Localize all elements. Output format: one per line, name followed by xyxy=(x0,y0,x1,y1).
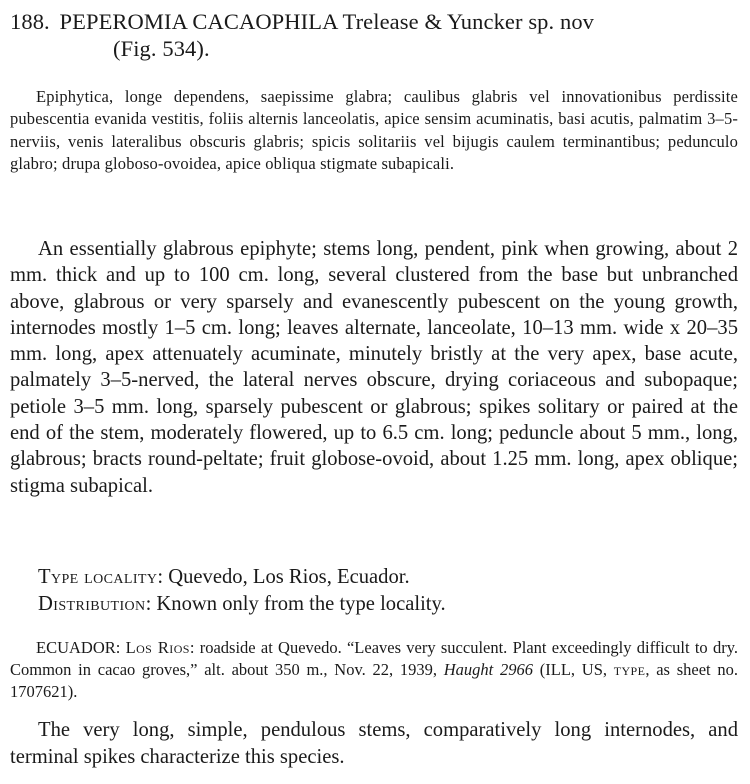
figure-reference: (Fig. 534). xyxy=(113,36,210,61)
specimen-collector: Haught 2966 xyxy=(443,660,534,680)
type-locality xyxy=(38,564,738,590)
english-description xyxy=(10,236,738,499)
species-authority: Trelease & Yuncker sp. nov xyxy=(342,9,595,34)
latin-diagnosis xyxy=(10,86,738,176)
species-heading xyxy=(10,8,745,62)
specimen-text xyxy=(10,637,738,704)
specimen-province: Los Rios xyxy=(125,638,190,657)
specimen-separator: : xyxy=(115,638,126,657)
specimen-details: : roadside at Quevedo. “Leaves very succulent. Plant exceedingly difficult to dry. Common in cacao groves,” alt. about 350 m., Nov. 22, 1939, xyxy=(10,638,738,680)
specimen-sheet: , as sheet no. 1707621). xyxy=(10,660,738,702)
distribution-value: : Known only from the type locality. xyxy=(145,593,446,615)
type-locality-label: Type locality xyxy=(38,566,158,588)
specimen-citation xyxy=(10,637,738,704)
closing-text: The very long, simple, pendulous stems, comparatively long internodes, and terminal spikes characterize this species. xyxy=(10,719,738,768)
specimen-country: ECUADOR xyxy=(36,638,116,657)
distribution xyxy=(38,591,738,617)
species-number: 188. xyxy=(10,9,50,34)
distribution-label: Distribution xyxy=(38,593,146,615)
type-locality-value: : Quevedo, Los Rios, Ecuador. xyxy=(157,566,410,588)
closing-remark xyxy=(10,717,738,771)
species-name: PEPEROMIA CACAOPHILA xyxy=(59,9,338,34)
description-text: An essentially glabrous epiphyte; stems long, pendent, pink when growing, about 2 mm. thick and up to 100 cm. long, several clustered from the base but unbranched above, glabrous or very sparsely and evanescently pubescent on the young growth, internodes mostly 1–5 cm. long; leaves alternate, lanceolate, 10–13 mm. wide x 20–35 mm. long, apex attenuately acuminate, minutely bristly at the very apex, base acute, palmately 3–5-nerved, the lateral nerves obscure, drying coriaceous and subopaque; petiole 3–5 mm. long, sparsely pubescent or glabrous; spikes solitary or paired at the end of the stem, moderately flowered, up to 6.5 cm. long; peduncle about 5 mm., long, glabrous; bracts round-peltate; fruit globose-ovoid, about 1.25 mm. long, apex oblique; stigma subapical. xyxy=(10,238,738,497)
specimen-type-word: type xyxy=(613,660,646,680)
latin-diagnosis-text: Epiphytica, longe dependens, saepissime glabra; caulibus glabris vel innovationibus perdissite pubescentia evanida vestitis, foliis alternis lanceolatis, apice sensim acuminatis, basi acutis, palmatim 3–5-nerviis, venis lateralibus obscuris glabris; spicis solitariis vel bijugis caulem terminantibus; pedunculo glabro; drupa globoso-ovoidea, apice obliqua stigmate subapicali. xyxy=(10,87,738,174)
specimen-herbaria: (ILL, US, xyxy=(533,660,614,680)
